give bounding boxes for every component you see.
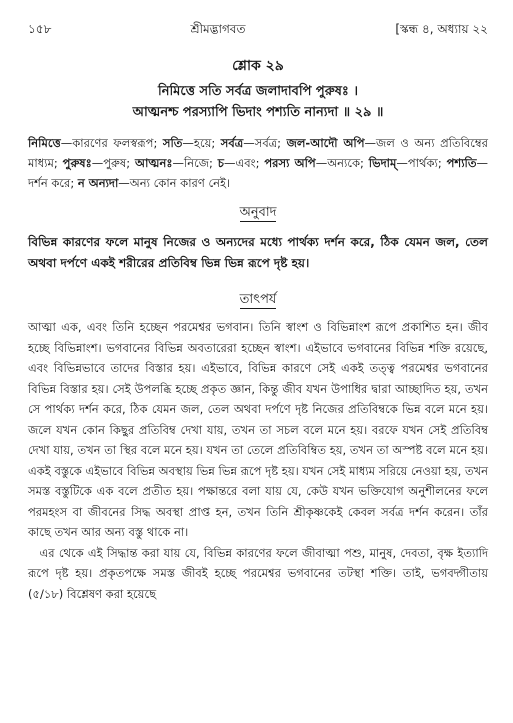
sanskrit-line-2: আত্মনশ্চ পরস্যাপি ভিদাং পশ্যতি নান্যদা ॥ ২৯ ॥ [132,105,384,120]
translation-title: অনুবাদ [239,205,277,220]
book-page [28,22,488,604]
synonym-meaning: —নিজে; [172,156,218,170]
synonym-meaning: —কারণের ফলস্বরূপ; [60,136,163,150]
book-title: শ্রীমদ্ভাগবত [190,22,246,36]
synonym-meaning: —পার্থক্য; [396,156,447,170]
synonym-word: জল-আদৌ অপি [286,136,365,150]
synonym-meaning: —দর্শন করে; [28,156,488,190]
page-header [28,22,488,40]
synonym-meaning: —হয়ে; [182,136,221,150]
synonym-word: নিমিত্তে [28,136,61,150]
synonym-meaning: —অন্য কোন কারণ নেই। [118,176,231,190]
synonym-word: চ [217,156,224,170]
synonym-word: ন অন্যদা [77,176,119,190]
purport-paragraph-1: আত্মা এক, এবং তিনি হচ্ছেন পরমেশ্বর ভগবান। তিনি স্বাংশ ও বিভিন্নাংশ রূপে প্রকাশিত হন। জীব হচ্ছে বিভিন্নাংশ। ভগবানের বিভিন্ন অবতারেরা হচ্ছেন স্বাংশ। এইভাবে ভগবানের বিভিন্ন শক্তি রয়েছে, এবং বিভিন্নভাবে তাদের বিস্তার হয়। এইভাবে, বিভিন্ন কারণে সেই একই তত্ত্ব পরমেশ্বর ভগবানের বিভিন্ন বিস্তার হয়। সেই উপলব্ধি হচ্ছে প্রকৃত জ্ঞান, কিন্তু জীব যখন উপাধির দ্বারা আচ্ছাদিত হয়, তখন সে পার্থক্য দর্শন করে, ঠিক যেমন জল, তেল অথবা দর্পণে দৃষ্ট নিজের প্রতিবিম্বকে ভিন্ন বলে মনে হয়। জলে যখন কোন কিছুর প্রতিবিম্ব দেখা যায়, তখন তা সচল বলে মনে হয়। বরফে যখন সেই প্রতিবিম্ব দেখা যায়, তখন তা স্থির বলে মনে হয়। যখন তা তেলে প্রতিবিম্বিত হয়, তখন তা অস্পষ্ট বলে মনে হয়। একই বস্তুকে এইভাবে বিভিন্ন অবস্থায় ভিন্ন ভিন্ন রূপে দৃষ্ট হয়। যখন সেই মাধ্যম সরিয়ে নেওয়া হয়, তখন সমস্ত বস্তুটিকে এক বলে প্রতীত হয়। পক্ষান্তরে বলা যায় যে, কেউ যখন ভক্তিযোগ অনুশীলনের ফলে পরমহংস বা জীবনের সিদ্ধ অবস্থা প্রাপ্ত হন, তখন তিনি শ্রীকৃষ্ণকেই কেবল সর্বত্র দর্শন করেন। তাঁর কাছে তখন আর অন্য বস্তু থাকে না। [28,320,488,539]
synonym-meaning: —পুরুষ; [91,156,135,170]
synonym-meaning: —এবং; [224,156,265,170]
synonym-meaning: —জল ও অন্য প্রতিবিম্বের মাধ্যম; [28,136,488,170]
synonym-word: পশ্যতি [446,156,477,170]
sanskrit-line-1: নিমিত্তে সতি সর্বত্র জলাদাবপি পুরুষঃ । [157,84,358,99]
synonym-word: আত্মনঃ [134,156,173,170]
translation-text: বিভিন্ন কারণের ফলে মানুষ নিজের ও অন্যদের মধ্যে পার্থক্য দর্শন করে, ঠিক যেমন জল, তেল অথবা দর্পণে একই শরীরের প্রতিবিম্ব ভিন্ন ভিন্ন রূপে দৃষ্ট হয়। [28,235,488,270]
sanskrit-verse [28,81,488,123]
synonym-word: সর্বত্র [220,136,244,150]
synonym-word: ভিদাম্ [368,156,397,170]
purport-title: তাৎপর্য [239,292,277,307]
synonym-word: পুরুষঃ [62,156,92,170]
chapter-reference: [স্কন্ধ ৪, অধ্যায় ২২ [395,22,488,36]
synonym-meaning: —অন্যকে; [315,156,369,170]
verse-heading: শ্লোক ২৯ [232,58,284,74]
word-synonyms [28,133,488,193]
synonym-meaning: —সর্বত্র; [243,136,287,150]
purport-body [28,317,488,604]
synonym-word: সতি [162,136,183,150]
purport-paragraph-2: এর থেকে এই সিদ্ধান্ত করা যায় যে, বিভিন্ন কারণের ফলে জীবাত্মা পশু, মানুষ, দেবতা, বৃক্ষ ইত্যাদি রূপে দৃষ্ট হয়। প্রকৃতপক্ষে সমস্ত জীবই হচ্ছে পরমেশ্বর ভগবানের তটস্থা শক্তি। তাই, ভগবদ্গীতায় (৫/১৮) বিশ্লেষণ করা হয়েছে [28,545,488,601]
synonym-word: পরস্য অপি [264,156,316,170]
page-number: ১৫৮ [28,22,52,36]
